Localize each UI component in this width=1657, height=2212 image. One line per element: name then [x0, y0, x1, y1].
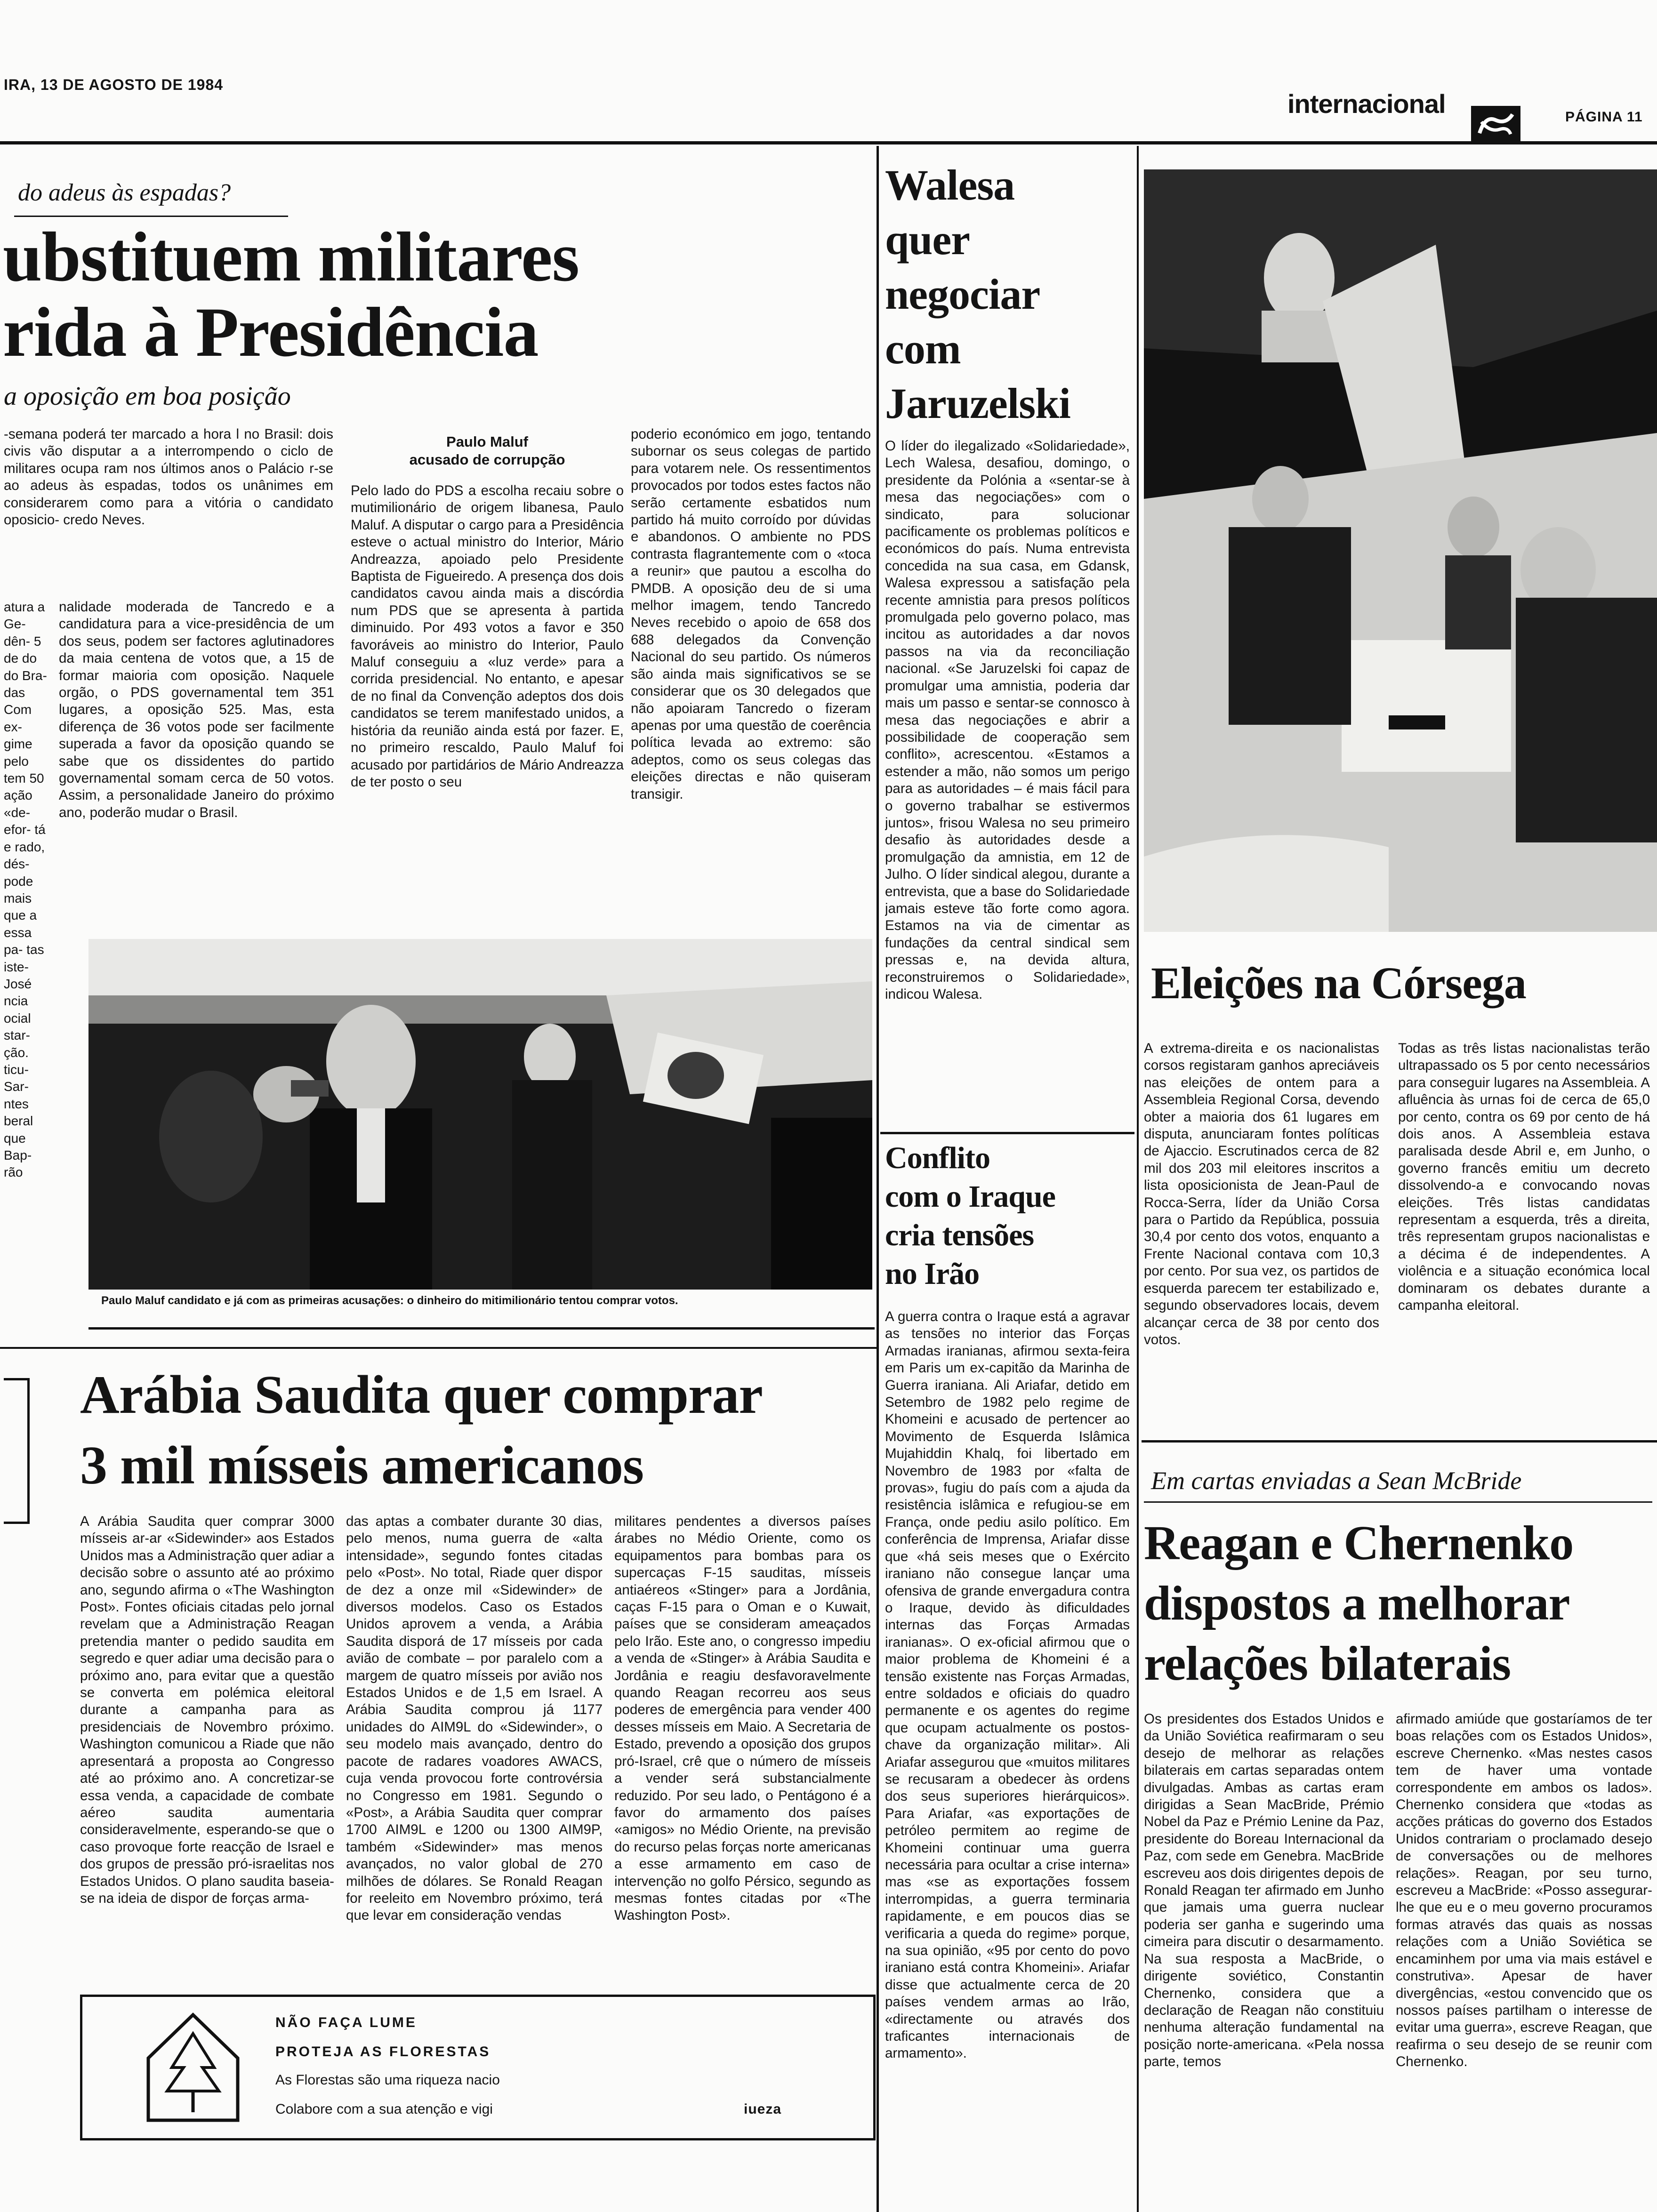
walesa-bottom-rule [880, 1132, 1134, 1134]
walesa-headline-line1: Walesa [885, 161, 1015, 209]
reagan-kicker: Em cartas enviadas a Sean McBride [1151, 1467, 1522, 1495]
corsega-col2: Todas as três listas nacionalistas terão ultrapassado os 5 por cento necessários para conseguir lugares na Assembleia. A afluência às urnas foi de cerca de 65,0 por cento, contra os 69 por cento de há dois anos. A Assembleia estava paralisada desde Abril e, em Junho, o governo francês emitiu um decreto dissolvendo-a e convocando novas eleições. Três listas candidatas representam a esquerda, três a direita, três representam grupos nacionalistas e a décima é de independentes. A violência e a situação económica local dominaram os debates durante a campanha eleitoral. [1398, 1041, 1650, 1314]
iraque-headline-line1: Conflito [885, 1141, 990, 1175]
arabia-headline-line2: 3 mil mísseis americanos [80, 1435, 644, 1496]
walesa-headline-line2: quer [885, 216, 970, 264]
iraque-headline-line2: com o Iraque [885, 1179, 1055, 1214]
maluf-photo [88, 939, 872, 1290]
corsega-col1: A extrema-direita e os nacionalistas corsos registaram ganhos apreciáveis nas eleições de ontem para a Assembleia Regional Corsa, devendo obter a maioria dos 61 lugares em disputa, anunciaram fontes políticas de Ajaccio. Escrutinados cerca de 82 mil dos 203 mil eleitores inscritos a lista oposicionista de Jean-Paul de Rocca-Serra, líder da União Corsa para o Partido da República, possuia 30,4 por cento dos votos, enquanto a Frente Nacional contava com 10,3 por cento. Por sua vez, os partidos de esquerda parecem ter estabilizado e, segundo observadores locais, devem alcançar cerca de 38 por cento dos votos. [1144, 1041, 1379, 1347]
reagan-col2: afirmado amiúde que gostaríamos de ter boas relações com os Estados Unidos», escreve Chernenko. «Mas nestes casos tem de haver uma vontade correspondente em ambos os lados». Chernenko considera que «todas as acções práticas do governo dos Estados Unidos contrariam o proclamado desejo de conversações ou de melhores relações». Reagan, por seu turno, escreveu a MacBride: «Posso assegurar-lhe que eu e o meu governo procuramos formas através das quais as nossas relações com a União Soviética se encaminhem por uma via mais estável e construtiva». Apesar de haver divergências, «estou convencido que os nossos países partilham o interesse de evitar uma guerra», escreve Reagan, que reafirma o seu desejo de se reunir com Chernenko. [1396, 1711, 1652, 2070]
arabia-col2: das aptas a combater durante 30 dias, pelo menos, numa guerra de «alta intensidade», segundo fontes citadas pelo «Post». No total, Riade quer dispor de dez a onze mil «Sidewinder» de diversos modelos. Caso os Estados Unidos aprovem a venda, a Arábia Saudita disporá de 17 mísseis por cada avião de combate – por paralelo com a margem de quatro mísseis por avião nos Estados Unidos e de 1,5 em Israel. A Arábia Saudita comprou já 1177 unidades do AIM9L do «Sidewinder», o seu modelo mais avançado, dentro do pacote de radares voadores AWACS, cuja venda provocou forte controvérsia no Congresso em 1981. Segundo o «Post», a Arábia Saudita quer comprar 1700 AIM9L e 1200 ou 1300 AIM9P, também «Sidewinder» mas menos avançados, no valor global de 270 milhões de dólares. Se Ronald Reagan for reeleito em Novembro próximo, terá que levar em consideração vendas [346, 1514, 603, 1923]
brazil-intro: -semana poderá ter marcado a hora l no Brasil: dois civis vão disputar a a interrompendo o ciclo de militares ocupa ram nos últimos anos o Palácio r-se ao adeus às espadas, todos os unânimes em considerarem como para a vitória o candidato oposicio- credo Neves. [4, 426, 333, 528]
brazil-kicker: do adeus às espadas? [18, 179, 231, 206]
ad-line4: Colabore com a sua atenção e vigi [275, 2101, 493, 2117]
forest-ad [80, 1995, 876, 2140]
ad-signature: iueza [744, 2101, 782, 2117]
reagan-headline [1144, 1513, 1657, 1694]
arabia-col3: militares pendentes a diversos países árabes no Médio Oriente, como os equipamentos para bombas para os supercaças F-15 sauditas, mísseis antiaéreos «Stinger» para a Jordânia, caças F-15 para o Oman e o Kuwait, países que se consideram ameaçados pelo Irão. Este ano, o congresso impediu a venda de «Stinger» à Arábia Saudita e Jordânia e reagiu desfavoravelmente quando Reagan recorreu aos seus poderes de emergência para vender 400 desses mísseis em Maio. A Secretaria de Estado, prevendo a oposição dos grupos pró-Israel, crê que o número de mísseis a vender será substancialmente reduzido. Por seu lado, o Pentágono é a favor do armamento dos países «amigos» no Médio Oriente, na previsão do recurso pelas forças norte americanas a esse armamento em caso de intervenção no golfo Pérsico, segundo as mesmas fontes citadas por «The Washington Post». [614, 1514, 871, 1923]
column-divider-1 [877, 146, 879, 2212]
page-number: PÁGINA 11 [1565, 109, 1643, 125]
brazil-headline-line1: ubstituem militares [3, 218, 579, 296]
column-divider-2 [1137, 146, 1139, 2212]
reagan-headline-line1: Reagan e Chernenko [1144, 1516, 1574, 1570]
maluf-subhead-line2: acusado de corrupção [409, 451, 565, 468]
ad-line1: NÃO FAÇA LUME [275, 2015, 417, 2030]
maluf-subhead [351, 433, 624, 475]
corsega-bottom-rule [1142, 1440, 1657, 1443]
reagan-col1: Os presidentes dos Estados Unidos e da União Soviética reafirmaram o seu desejo de melhorar as relações bilaterais em cartas separadas ontem divulgadas. Ambas as cartas eram dirigidas a Sean MacBride, Prémio Nobel da Paz e Prémio Lenine da Paz, presidente do Boreau Internacional da Paz, com sede em Genebra. MacBride escreveu aos dois dirigentes depois de Ronald Reagan ter afirmado em Junho que jamais uma guerra nuclear poderia ser ganha e sugerindo uma cimeira para discutir o desarmamento. Na sua resposta a MacBride, o dirigente soviético, Constantin Chernenko, considera que a declaração de Reagan não constituiu nenhuma alteração fundamental na posição norte-americana. «Pela nossa parte, temos [1144, 1711, 1384, 2070]
brazil-deck: a oposição em boa posição [4, 382, 291, 411]
reagan-kicker-underline [1144, 1501, 1652, 1503]
iraque-headline [885, 1139, 1130, 1293]
arabia-top-rule [0, 1347, 877, 1349]
arabia-side-box [4, 1378, 30, 1524]
reagan-headline-line2: dispostos a melhorar [1144, 1576, 1570, 1630]
walesa-headline-line5: Jaruzelski [885, 379, 1070, 427]
reagan-headline-line3: relações bilaterais [1144, 1636, 1511, 1691]
brazil-side-column: atura a Ge- dên- 5 de do do Bra- das Com ex- gime pelo tem 50 ação «de- efor- tá e rado, dés- pode mais que a essa pa- tas iste- José ncia ocial star- ção. ticu- Sar- ntes beral que Bap- rão [4, 600, 47, 1180]
ad-line3: As Florestas são uma riqueza nacio [275, 2072, 500, 2088]
newspaper-logo-icon [1471, 106, 1520, 144]
brazil-bottom-rule [88, 1327, 875, 1330]
arabia-col1: A Arábia Saudita quer comprar 3000 mísseis ar-ar «Sidewinder» aos Estados Unidos mas a Administração quer adiar a decisão sobre o assunto até ao próximo ano, segundo afirma o «The Washington Post». Fontes oficiais citadas pelo jornal revelam que a Administração Reagan pretendia manter o pedido saudita em segredo e quer adiar uma decisão para o próximo ano, para evitar que a questão se converta em polémica eleitoral durante a campanha para as presidenciais de Novembro próximo. Washington comunicou a Riade que não apresentará a proposta ao Congresso até ao próximo ano. A concretizar-se essa venda, a capacidade de combate aéreo saudita aumentaria consideravelmente, esperando-se que o caso provoque forte reacção de Israel e dos grupos de pressão pró-israelitas nos Estados Unidos. O plano saudita baseia-se na ideia de dispor de forças arma- [80, 1514, 334, 1906]
maluf-photo-caption: Paulo Maluf candidato e já com as primeiras acusações: o dinheiro do mitimilionário tentou comprar votos. [101, 1294, 678, 1307]
brazil-headline-line2: rida à Presidência [3, 293, 539, 371]
walesa-headline-line3: negociar [885, 270, 1040, 318]
iraque-headline-line4: no Irão [885, 1257, 980, 1291]
iraque-body: A guerra contra o Iraque está a agravar as tensões no interior das Forças Armadas iranianas, afirmou sexta-feira em Paris um ex-capitão da Marinha de Guerra iraniana. Ali Ariafar, detido em Setembro de 1982 pelo regime de Khomeini e acusado de pertencer ao Movimento de Esquerda Islâmica Mujahiddin Khalq, foi libertado em Novembro de 1983 por «falta de provas», fugiu do país com a ajuda da resistência islâmica e refugiou-se em França, onde pediu asilo político. Em conferência de Imprensa, Ariafar disse que «há seis meses que o Exército iraniano não consegue lançar uma ofensiva de grande envergadura contra o Iraque, devido às dificuldades internas das Forças Armadas iranianas». O ex-oficial afirmou que o maior problema de Khomeini é a tensão existente nas Forças Armadas, entre soldados e oficiais do quadro permanente e os agentes do regime que ocupam actualmente os postos-chave da organização militar». Ali Ariafar assegurou que «muitos militares se recusaram a obedecer às ordens dos seus superiores hierárquicos». Para Ariafar, «as exportações de petróleo permitem ao regime de Khomeini continuar uma guerra necessária para ocultar a crise interna» mas «se as exportações fossem interrompidas, a guerra terminaria rapidamente, e em poucos dias se verificaria a queda do regime» porque, na sua opinião, «95 por cento do povo iraniano está contra Khomeini». Ariafar disse que actualmente cerca de 20 países vendem armas ao Irão, «directamente ou através dos traficantes internacionais de armamento». [885, 1309, 1130, 2061]
walesa-headline [885, 158, 1130, 431]
dateline: IRA, 13 DE AGOSTO DE 1984 [4, 76, 224, 93]
forest-tree-icon [144, 2011, 242, 2124]
section-name: internacional [1287, 89, 1446, 119]
brazil-col2: nalidade moderada de Tancredo e a candidatura para a vice-presidência de um dos seus, podem ser factores aglutinadores da maia centena de votos que, a 15 de formar maioria com oposição. Naquele orgão, o PDS governamental tem 351 lugares, a oposição 525. Mas, esta diferença de 36 votos pode ser facilmente superada a favor da oposição quando se sabe que os dissidentes do partido governamental somam cerca de 50 votos. Assim, a personalidade Janeiro do próximo ano, poderão mudar o Brasil. [59, 599, 334, 820]
iraque-headline-line3: cria tensões [885, 1218, 1034, 1252]
arabia-headline-line1: Arábia Saudita quer comprar [80, 1365, 763, 1425]
maluf-subhead-line1: Paulo Maluf [446, 433, 528, 450]
brazil-col4: poderio económico em jogo, tentando subornar os seus colegas de partido para votarem nele. Os ressentimentos provocados por todos estes factos não serão certamente esbatidos num partido há muito corroído por dúvidas e abandonos. O ambiente no PDS contrasta flagrantemente com o «toca a reunir» que pautou a escolha do PMDB. A oposição deu de si uma melhor imagem, tendo Tancredo Neves recebido o apoio de 658 dos 688 delegados da Convenção Nacional do seu partido. Os números são ainda mais significativos se se considerar que os 30 delegados que não apoiaram Tancredo o fizeram apenas por uma questão de coerência política levada ao extremo: são adeptos, como os seus colegas das eleições directas e não quiseram transigir. [631, 426, 871, 802]
brazil-col3: Pelo lado do PDS a escolha recaiu sobre o mutimilionário de origem libanesa, Paulo Maluf. A disputar o cargo para a Presidência esteve o actual ministro do Interior, Mário Andreazza, apoiado pelo Presidente Baptista de Figueiredo. A presença dos dois candidatos cavou ainda mais a discórdia num PDS que se apresenta à partida diminuido. Por 493 votos a favor e 350 favoráveis ao ministro do Interior, Paulo Maluf conseguiu a «luz verde» para a corrida presidencial. No entanto, e apesar de no final da Convenção adeptos dos dois candidatos se terem manifestado unidos, a história da reunião ainda está por fazer. E, no primeiro rescaldo, Paulo Maluf foi acusado por partidários de Mário Andreazza de ter posto o seu [351, 483, 624, 790]
walesa-body: O líder do ilegalizado «Solidariedade», Lech Walesa, desafiou, domingo, o presidente da Polónia a «sentar-se à mesa das negociações» com o sindicato, para solucionar pacificamente os problemas políticos e económicos do país. Numa entrevista concedida na sua casa, em Gdansk, Walesa expressou a satisfação pela recente amnistia para presos políticos promulgada pelo governo polaco, mas incitou as autoridades a dar novos passos na via da reconciliação nacional. «Se Jaruzelski foi capaz de promulgar uma amnistia, poderia dar mais um passo e sentar-se connosco à mesa das negociações e abrir a possibilidade de cooperação sem conflito», acrescentou. «Estamos a estender a mão, não somos um perigo para as autoridades – é mais fácil para o governo trabalhar se estivermos juntos», frisou Walesa no seu primeiro desafio às autoridades desde a promulgação da amnistia, em 12 de Julho. O líder sindical alegou, durante a entrevista, que a base do Solidariedade jamais esteve tão forte como agora. Estamos na via de cimentar as fundações da central sindical sem pressas e, na devida altura, reconstruiremos o Solidariedade», indicou Walesa. [885, 438, 1130, 1002]
kicker-underline [14, 216, 288, 217]
corsega-headline: Eleições na Córsega [1151, 958, 1526, 1008]
walesa-headline-line4: com [885, 325, 961, 373]
walesa-photo [1144, 169, 1657, 932]
header-rule [0, 141, 1657, 144]
ad-line2: PROTEJA AS FLORESTAS [275, 2044, 491, 2060]
